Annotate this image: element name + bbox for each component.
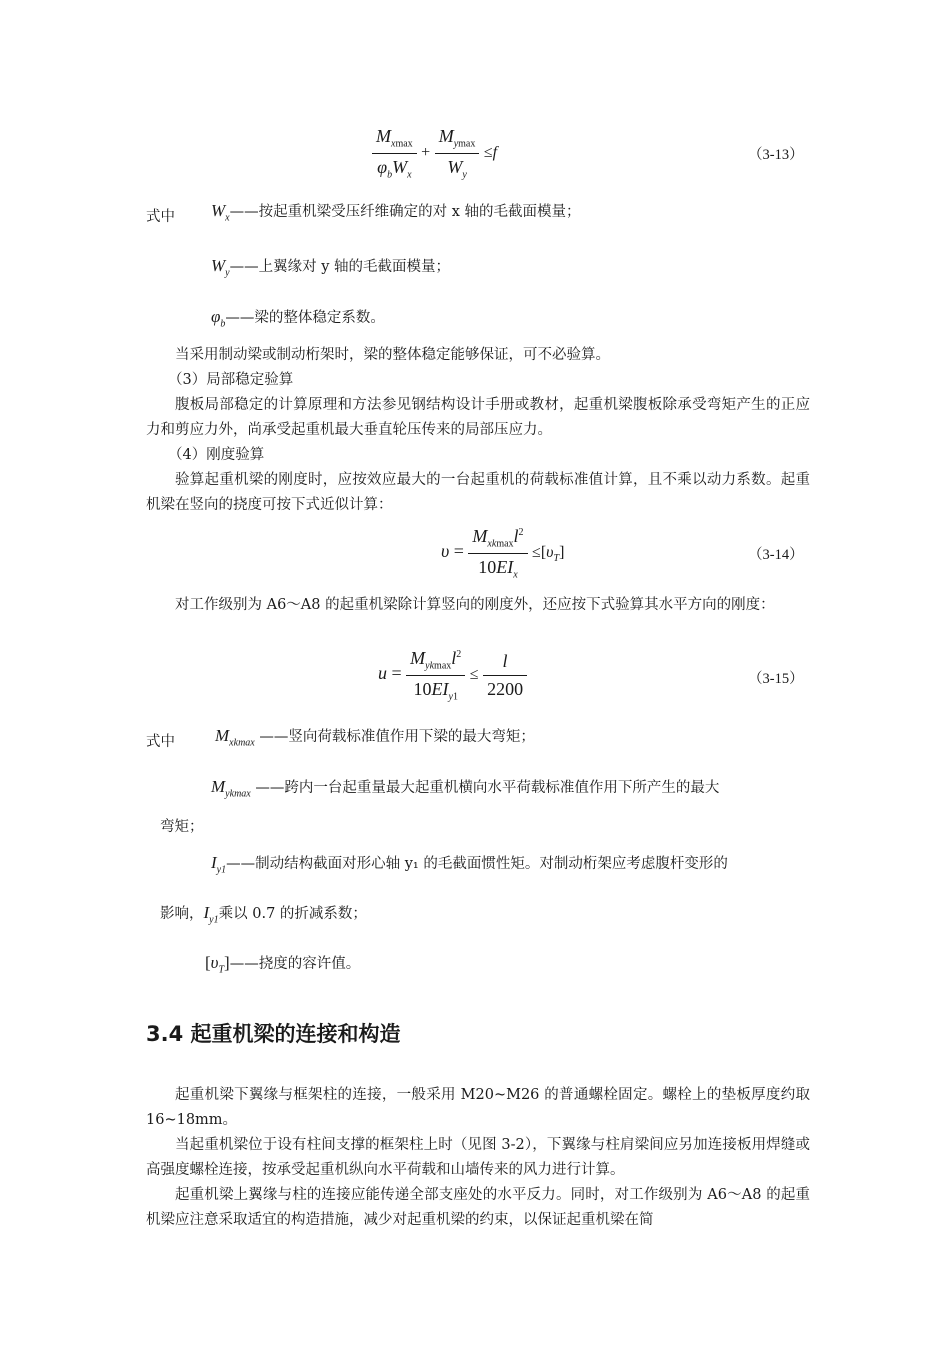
def-myk: $M_{ykmax}$ ——跨内一台起重量最大起重机横向水平荷载标准值作用下所产生的最大 bbox=[211, 777, 720, 800]
equation-3-13: $\frac{M_{xmax}}{\varphi_bW_x}$ + $\frac{M_{ymax}}{W_y}$ ≤f bbox=[372, 126, 497, 180]
symbol-wx: $W_x$ bbox=[211, 201, 230, 224]
symbol-iy1: $I_{y1}$ bbox=[211, 853, 227, 876]
symbol-iy1: $I_{y1}$ bbox=[203, 903, 219, 926]
def-myk-continued: 弯矩； bbox=[160, 819, 204, 835]
symbol-wy: $W_y$ bbox=[211, 256, 230, 279]
paragraph: 对工作级别为 A6～A8 的起重机梁除计算竖向的刚度外，还应按下式验算其水平方向的刚度： bbox=[175, 597, 775, 613]
equation-3-15: u = $\frac{M_{ykmax}l^2}{10EI_{y1}}$ ≤ $\frac{l}{2200}$ bbox=[378, 648, 527, 702]
symbol-mykmax: $M_{ykmax}$ bbox=[211, 777, 251, 800]
equation-number: （3-15） bbox=[748, 671, 804, 687]
fraction-my-over-wy: $\frac{M_{ymax}}{W_y}$ bbox=[435, 126, 480, 180]
fraction-mx-over-phibwx: $\frac{M_{xmax}}{\varphi_bW_x}$ bbox=[372, 126, 417, 180]
def-iy1-continued: 影响，$I_{y1}$乘以 0.7 的折减系数； bbox=[160, 903, 367, 926]
paragraph: 起重机梁下翼缘与框架柱的连接，一般采用 M20~M26 的普通螺栓固定。螺栓上的垫板厚度约取 16~18mm。 bbox=[146, 1087, 810, 1128]
def-mxk: $M_{xkmax}$ ——竖向荷载标准值作用下梁的最大弯矩； bbox=[215, 726, 535, 749]
section-heading: 3.4 起重机梁的连接和构造 bbox=[146, 1022, 401, 1046]
paragraph: 起重机梁上翼缘与柱的连接应能传递全部支座处的水平反力。同时，对工作级别为 A6～A8 的起重机梁应注意采取适宜的构造措施，减少对起重机梁的约束，以保证起重机梁在简 bbox=[146, 1187, 810, 1228]
subheading-local-stability: （3）局部稳定验算 bbox=[168, 372, 294, 388]
paragraph: 当采用制动梁或制动桁架时，梁的整体稳定能够保证，可不必验算。 bbox=[175, 347, 610, 363]
subheading-stiffness: （4）刚度验算 bbox=[168, 447, 265, 463]
def-wx: $W_x——$按起重机梁受压纤维确定的对 x 轴的毛截面模量； bbox=[211, 201, 581, 224]
equation-3-14: υ = $\frac{M_{xkmax}l^2}{10EI_x}$ $\le[\upsilon_T]$ bbox=[441, 526, 565, 581]
where-label: 式中 bbox=[146, 734, 175, 750]
where-label: 式中 bbox=[146, 209, 175, 225]
def-vt: $[\upsilon_T]——$挠度的容许值。 bbox=[205, 953, 361, 976]
symbol-mxkmax: $M_{xkmax}$ bbox=[215, 726, 255, 749]
paragraph: 验算起重机梁的刚度时，应按效应最大的一台起重机的荷载标准值计算，且不乘以动力系数。起重机梁在竖向的挠度可按下式近似计算： bbox=[146, 472, 810, 513]
symbol-vt-bracket: $[\upsilon_T]$ bbox=[205, 953, 230, 976]
def-phib: $\varphi_b——$梁的整体稳定系数。 bbox=[211, 307, 385, 330]
equation-number: （3-14） bbox=[748, 547, 804, 563]
paragraph: 当起重机梁位于设有柱间支撑的框架柱上时（见图 3-2），下翼缘与柱肩梁间应另加连接板用焊缝或高强度螺栓连接，按承受起重机纵向水平荷载和山墙传来的风力进行计算。 bbox=[146, 1137, 810, 1178]
symbol-phib: $\varphi_b$ bbox=[211, 307, 226, 330]
def-iy1: $I_{y1}——$制动结构截面对形心轴 y₁ 的毛截面惯性矩。对制动桁架应考虑腹杆变形的 bbox=[211, 853, 728, 876]
paragraph: 腹板局部稳定的计算原理和方法参见钢结构设计手册或教材，起重机梁腹板除承受弯矩产生的正应力和剪应力外，尚承受起重机最大垂直轮压传来的局部压应力。 bbox=[146, 397, 810, 438]
equation-number: （3-13） bbox=[748, 147, 804, 163]
fraction-l-over-2200: $\frac{l}{2200}$ bbox=[483, 651, 527, 700]
fraction-myk-l2-over-10eiy1: $\frac{M_{ykmax}l^2}{10EI_{y1}}$ bbox=[406, 648, 465, 702]
def-wy: $W_y——$上翼缘对 y 轴的毛截面模量； bbox=[211, 256, 451, 279]
fraction-mxk-l2-over-10eix: $\frac{M_{xkmax}l^2}{10EI_x}$ bbox=[468, 526, 527, 580]
